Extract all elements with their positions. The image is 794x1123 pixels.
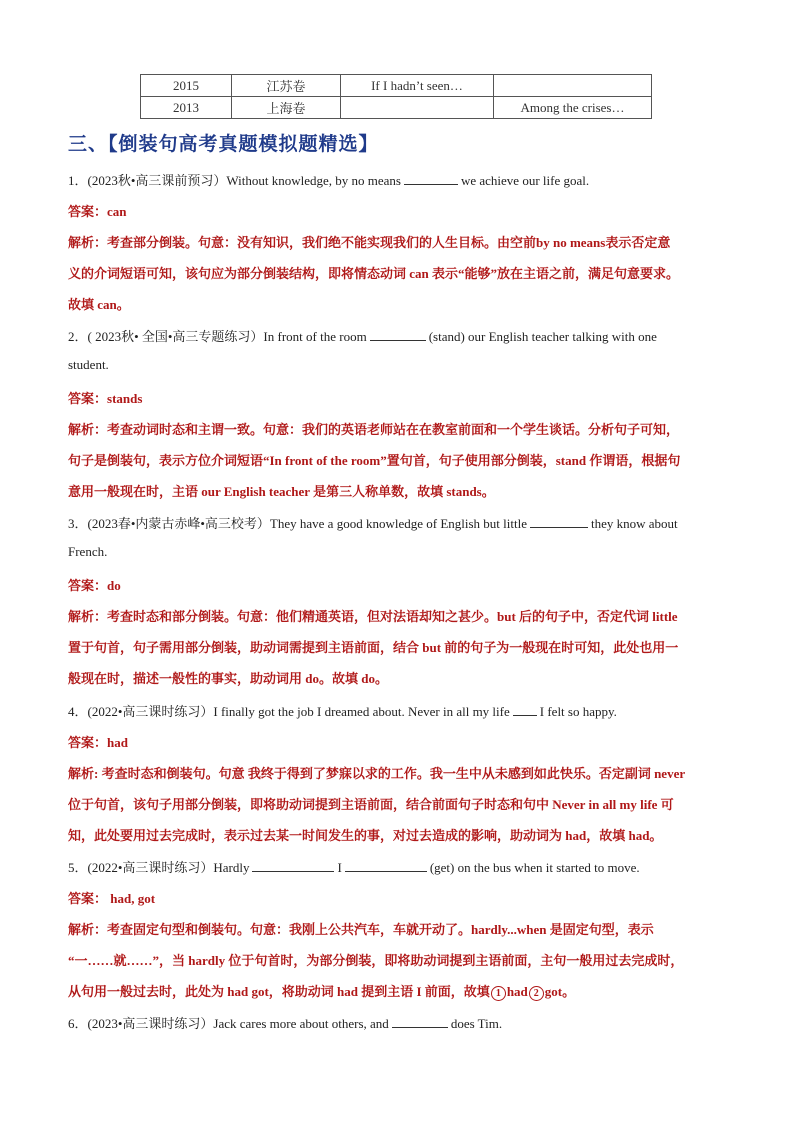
answer-value: had, got [110, 891, 156, 906]
explanation-line: 故填 can。 [68, 297, 130, 312]
answer-blank [345, 860, 427, 872]
table-cell-example [341, 97, 494, 119]
answer-1 [68, 201, 127, 220]
explanation-line: “一……就……”，当 hardly 位于句首时，为部分倒装，即将助动词提到主语前面，主句一般用过去完成时， [68, 953, 684, 968]
answer-value: had [506, 984, 528, 999]
answer-label: 答案： [68, 735, 108, 750]
answer-value: had [107, 735, 128, 750]
answer-label: 答案： [68, 891, 108, 906]
answer-4 [68, 732, 128, 751]
table-cell-paper: 上海卷 [232, 97, 341, 119]
question-5 [68, 857, 640, 876]
explanation-line: 知，此处要用过去完成时，表示过去某一时间发生的事，对过去造成的影响，助动词为 had，故填 had。 [68, 828, 663, 843]
answer-blank [252, 860, 334, 872]
answer-2 [68, 388, 142, 407]
question-text: 4．(2022•高三课时练习）I finally got the job I dreamed about. Never in all my life [68, 704, 510, 719]
table-cell-example [494, 75, 652, 97]
question-text: 2．( 2023秋• 全国•高三专题练习）In front of the room [68, 329, 367, 344]
explanation-line: 般现在时，描述一般性的事实，助动词用 do。故填 do。 [68, 671, 388, 686]
question-text: 1．(2023秋•高三课前预习）Without knowledge, by no means [68, 173, 401, 188]
answer-label: 答案： [68, 204, 108, 219]
answer-label: 答案： [68, 391, 108, 406]
explanation-line: 意用一般现在时，主语 our English teacher 是第三人称单数，故填 stands。 [68, 484, 495, 499]
table-cell-paper: 江苏卷 [232, 75, 341, 97]
answer-label: 答案： [68, 578, 108, 593]
explanation-line: 解析: 考查时态和倒装句。句意 我终于得到了梦寐以求的工作。我一生中从未感到如此快乐。否定副词 never [68, 766, 686, 781]
section-title: 三、【倒装句高考真题模拟题精选】 [68, 133, 379, 155]
table-cell-year: 2015 [141, 75, 232, 97]
answer-blank [392, 1016, 448, 1028]
table-cell-year: 2013 [141, 97, 232, 119]
question-4 [68, 701, 617, 720]
question-text: 5．(2022•高三课时练习）Hardly [68, 860, 250, 875]
question-text: I [337, 860, 342, 875]
explanation-text: 。 [562, 984, 576, 999]
explanation-line: 句子是倒装句，表示方位介词短语“In front of the room”置句首，句子使用部分倒装，stand 作谓语，根据句 [68, 453, 681, 468]
table-cell-example: Among the crises… [494, 97, 652, 119]
question-2 [68, 326, 657, 345]
exam-source-table [140, 74, 652, 119]
explanation-line: 位于句首，该句子用部分倒装，即将助动词提到主语前面，结合前面句子时态和句中 Never in all my life 可 [68, 797, 674, 812]
circled-number: 1 [491, 986, 506, 1001]
answer-value: do [107, 578, 121, 593]
table-row [141, 75, 652, 97]
explanation-line: 义的介词短语可知，该句应为部分倒装结构，即将情态动词 can 表示“能够”放在主语之前，满足句意要求。 [68, 266, 680, 281]
answer-3 [68, 575, 121, 594]
explanation-line: 解析：考查部分倒装。句意：没有知识，我们绝不能实现我们的人生目标。由空前by no means表示否定意 [68, 235, 671, 250]
answer-blank [404, 173, 458, 185]
circled-number: 2 [529, 986, 544, 1001]
explanation-line: 解析：考查时态和部分倒装。句意：他们精通英语，但对法语却知之甚少。but 后的句子中，否定代词 little [68, 609, 678, 624]
answer-blank [370, 329, 426, 341]
table-row [141, 97, 652, 119]
question-text: does Tim. [450, 1016, 503, 1031]
answer-value: got [544, 984, 563, 999]
question-text: French. [68, 544, 108, 559]
explanation-line: 置于句首，句子需用部分倒装，助动词需提到主语前面，结合 but 前的句子为一般现在时可知，此处也用一 [68, 640, 679, 655]
question-text: they know about [591, 516, 678, 531]
question-text: student. [68, 357, 109, 372]
table-cell-example: If I hadn’t seen… [341, 75, 494, 97]
answer-value: can [107, 204, 127, 219]
question-text: we achieve our life goal. [460, 173, 590, 188]
answer-value: stands [107, 391, 143, 406]
question-6 [68, 1013, 502, 1032]
question-text: (get) on the bus when it started to move. [429, 860, 640, 875]
explanation-line: 解析：考查动词时态和主谓一致。句意：我们的英语老师站在在教室前面和一个学生谈话。分析句子可知， [68, 422, 680, 437]
question-text: 6．(2023•高三课时练习）Jack cares more about others, and [68, 1016, 389, 1031]
answer-blank [530, 516, 588, 528]
question-text: I felt so happy. [539, 704, 617, 719]
answer-blank [513, 704, 537, 716]
explanation-text: 从句用一般过去时，此处为 had got，将助动词 had 提到主语 I 前面，故填 [68, 984, 490, 999]
question-1 [68, 170, 589, 189]
question-text: (stand) our English teacher talking with one [428, 329, 657, 344]
answer-5 [68, 888, 155, 907]
question-3 [68, 513, 678, 532]
explanation-line [68, 981, 575, 1001]
explanation-line: 解析：考查固定句型和倒装句。句意：我刚上公共汽车，车就开动了。hardly...when 是固定句型，表示 [68, 922, 654, 937]
question-text: 3．(2023春•内蒙古赤峰•高三校考）They have a good knowledge of English but little [68, 516, 527, 531]
